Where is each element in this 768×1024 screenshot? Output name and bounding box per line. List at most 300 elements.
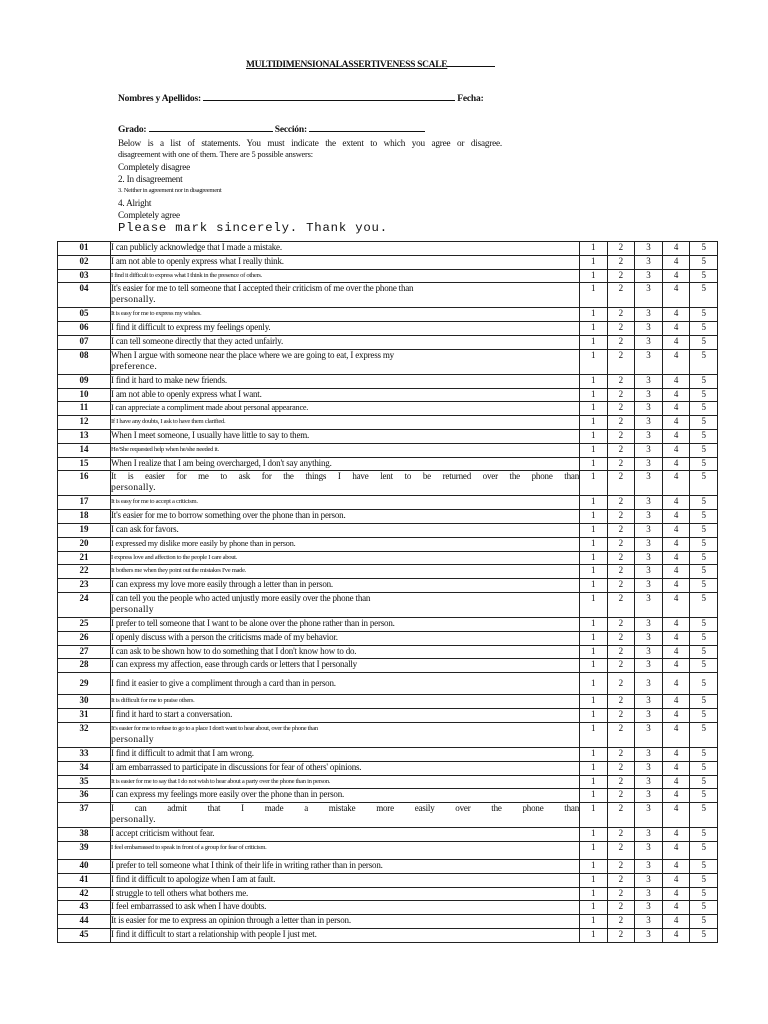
- rating-option-3[interactable]: 3: [635, 308, 663, 322]
- item-statement: [111, 537, 580, 551]
- rating-option-3[interactable]: 3: [635, 828, 663, 842]
- rating-option-1[interactable]: 1: [580, 496, 608, 510]
- rating-option-4[interactable]: 4: [662, 322, 690, 336]
- rating-option-5[interactable]: 5: [690, 255, 718, 269]
- item-number: 34: [58, 761, 111, 775]
- rating-option-4[interactable]: 4: [662, 283, 690, 308]
- instructions-line-2: disagreement with one of them. There are 5 possible answers:: [118, 150, 313, 159]
- rating-option-1[interactable]: 1: [580, 537, 608, 551]
- rating-option-1[interactable]: 1: [580, 915, 608, 929]
- rating-option-4[interactable]: 4: [662, 429, 690, 443]
- rating-option-2[interactable]: 2: [607, 761, 635, 775]
- rating-option-2[interactable]: 2: [607, 828, 635, 842]
- rating-option-1[interactable]: 1: [580, 841, 608, 859]
- rating-option-5[interactable]: 5: [690, 747, 718, 761]
- rating-option-5[interactable]: 5: [690, 388, 718, 402]
- section-field[interactable]: [309, 122, 425, 132]
- rating-option-2[interactable]: 2: [607, 915, 635, 929]
- statement-text: When I argue with someone near the place where we are going to eat, I express my: [111, 349, 394, 360]
- statement-text: I am embarrassed to participate in discussions for fear of others' opinions.: [111, 761, 362, 772]
- names-field[interactable]: [203, 91, 455, 101]
- rating-option-4[interactable]: 4: [662, 873, 690, 887]
- rating-option-3[interactable]: 3: [635, 579, 663, 593]
- rating-option-1[interactable]: 1: [580, 242, 608, 256]
- rating-option-2[interactable]: 2: [607, 747, 635, 761]
- rating-option-2[interactable]: 2: [607, 673, 635, 695]
- rating-option-2[interactable]: 2: [607, 887, 635, 901]
- rating-option-5[interactable]: 5: [690, 374, 718, 388]
- rating-option-4[interactable]: 4: [662, 631, 690, 645]
- rating-option-4[interactable]: 4: [662, 537, 690, 551]
- rating-option-5[interactable]: 5: [690, 841, 718, 859]
- rating-option-5[interactable]: 5: [690, 335, 718, 349]
- rating-option-4[interactable]: 4: [662, 308, 690, 322]
- rating-option-5[interactable]: 5: [690, 416, 718, 430]
- rating-option-2[interactable]: 2: [607, 523, 635, 537]
- rating-option-3[interactable]: 3: [635, 242, 663, 256]
- rating-option-3[interactable]: 3: [635, 269, 663, 283]
- rating-option-3[interactable]: 3: [635, 747, 663, 761]
- rating-option-3[interactable]: 3: [635, 789, 663, 803]
- rating-option-4[interactable]: 4: [662, 374, 690, 388]
- rating-option-3[interactable]: 3: [635, 523, 663, 537]
- table-row: [58, 322, 718, 336]
- rating-option-4[interactable]: 4: [662, 645, 690, 659]
- rating-option-3[interactable]: 3: [635, 873, 663, 887]
- statement-text: I can ask to be shown how to do something that I don't know how to do.: [111, 645, 357, 656]
- rating-option-3[interactable]: 3: [635, 322, 663, 336]
- table-row: [58, 551, 718, 565]
- rating-option-2[interactable]: 2: [607, 709, 635, 723]
- rating-option-2[interactable]: 2: [607, 592, 635, 617]
- rating-option-1[interactable]: 1: [580, 695, 608, 709]
- rating-option-4[interactable]: 4: [662, 841, 690, 859]
- table-row: [58, 416, 718, 430]
- rating-option-1[interactable]: 1: [580, 349, 608, 374]
- rating-option-1[interactable]: 1: [580, 388, 608, 402]
- items-table: [57, 241, 718, 943]
- rating-option-3[interactable]: 3: [635, 803, 663, 828]
- table-row: [58, 242, 718, 256]
- rating-option-3[interactable]: 3: [635, 255, 663, 269]
- statement-text: I can tell someone directly that they acted unfairly.: [111, 335, 283, 346]
- rating-option-1[interactable]: 1: [580, 510, 608, 524]
- rating-option-2[interactable]: 2: [607, 335, 635, 349]
- rating-option-4[interactable]: 4: [662, 471, 690, 496]
- rating-option-5[interactable]: 5: [690, 873, 718, 887]
- rating-option-5[interactable]: 5: [690, 617, 718, 631]
- rating-option-4[interactable]: 4: [662, 709, 690, 723]
- rating-option-5[interactable]: 5: [690, 901, 718, 915]
- rating-option-1[interactable]: 1: [580, 789, 608, 803]
- item-number: 43: [58, 901, 111, 915]
- rating-option-2[interactable]: 2: [607, 722, 635, 747]
- rating-option-5[interactable]: 5: [690, 551, 718, 565]
- rating-option-1[interactable]: 1: [580, 803, 608, 828]
- rating-option-4[interactable]: 4: [662, 828, 690, 842]
- grade-field[interactable]: [149, 122, 273, 132]
- rating-option-1[interactable]: 1: [580, 645, 608, 659]
- rating-option-3[interactable]: 3: [635, 761, 663, 775]
- statement-text: I prefer to tell someone what I think of their life in writing rather than in person.: [111, 859, 383, 870]
- rating-option-1[interactable]: 1: [580, 659, 608, 673]
- rating-option-2[interactable]: 2: [607, 510, 635, 524]
- section-label: Sección:: [274, 125, 307, 135]
- rating-option-5[interactable]: 5: [690, 695, 718, 709]
- rating-option-4[interactable]: 4: [662, 349, 690, 374]
- rating-option-5[interactable]: 5: [690, 402, 718, 416]
- item-statement: [111, 709, 580, 723]
- item-statement: [111, 471, 580, 496]
- statement-text: I struggle to tell others what bothers me.: [111, 887, 249, 898]
- rating-option-3[interactable]: 3: [635, 457, 663, 471]
- rating-option-1[interactable]: 1: [580, 565, 608, 579]
- rating-option-5[interactable]: 5: [690, 496, 718, 510]
- item-statement: [111, 255, 580, 269]
- rating-option-2[interactable]: 2: [607, 457, 635, 471]
- rating-option-1[interactable]: 1: [580, 416, 608, 430]
- statement-text: He/She requested help when he/she needed it.: [111, 445, 219, 453]
- rating-option-1[interactable]: 1: [580, 775, 608, 789]
- rating-option-1[interactable]: 1: [580, 631, 608, 645]
- rating-option-4[interactable]: 4: [662, 269, 690, 283]
- item-number: 40: [58, 859, 111, 873]
- item-number: 15: [58, 457, 111, 471]
- rating-option-4[interactable]: 4: [662, 775, 690, 789]
- rating-option-3[interactable]: 3: [635, 722, 663, 747]
- rating-option-5[interactable]: 5: [690, 579, 718, 593]
- item-statement: [111, 322, 580, 336]
- item-number: 16: [58, 471, 111, 496]
- rating-option-5[interactable]: 5: [690, 709, 718, 723]
- rating-option-3[interactable]: 3: [635, 471, 663, 496]
- rating-option-4[interactable]: 4: [662, 803, 690, 828]
- rating-option-5[interactable]: 5: [690, 673, 718, 695]
- rating-option-5[interactable]: 5: [690, 510, 718, 524]
- rating-option-5[interactable]: 5: [690, 429, 718, 443]
- rating-option-4[interactable]: 4: [662, 928, 690, 942]
- rating-option-4[interactable]: 4: [662, 510, 690, 524]
- rating-option-5[interactable]: 5: [690, 242, 718, 256]
- rating-option-3[interactable]: 3: [635, 349, 663, 374]
- rating-option-4[interactable]: 4: [662, 592, 690, 617]
- rating-option-5[interactable]: 5: [690, 457, 718, 471]
- rating-option-3[interactable]: 3: [635, 915, 663, 929]
- rating-option-5[interactable]: 5: [690, 349, 718, 374]
- answer-option: Completely agree: [118, 210, 180, 220]
- statement-continuation: personally.: [111, 294, 156, 306]
- rating-option-5[interactable]: 5: [690, 283, 718, 308]
- table-row: [58, 617, 718, 631]
- rating-option-1[interactable]: 1: [580, 901, 608, 915]
- rating-option-2[interactable]: 2: [607, 496, 635, 510]
- rating-option-3[interactable]: 3: [635, 901, 663, 915]
- rating-option-5[interactable]: 5: [690, 789, 718, 803]
- rating-option-1[interactable]: 1: [580, 579, 608, 593]
- rating-option-2[interactable]: 2: [607, 789, 635, 803]
- rating-option-2[interactable]: 2: [607, 803, 635, 828]
- rating-option-2[interactable]: 2: [607, 269, 635, 283]
- rating-option-5[interactable]: 5: [690, 471, 718, 496]
- rating-option-2[interactable]: 2: [607, 283, 635, 308]
- rating-option-1[interactable]: 1: [580, 873, 608, 887]
- table-row: [58, 496, 718, 510]
- rating-option-2[interactable]: 2: [607, 901, 635, 915]
- rating-option-3[interactable]: 3: [635, 283, 663, 308]
- rating-option-3[interactable]: 3: [635, 859, 663, 873]
- rating-option-3[interactable]: 3: [635, 709, 663, 723]
- rating-option-1[interactable]: 1: [580, 828, 608, 842]
- rating-option-5[interactable]: 5: [690, 828, 718, 842]
- rating-option-2[interactable]: 2: [607, 308, 635, 322]
- statement-text: It is easier for me to say that I do not wish to hear about a party over the phone than in person.: [111, 777, 331, 785]
- rating-option-1[interactable]: 1: [580, 402, 608, 416]
- rating-option-4[interactable]: 4: [662, 523, 690, 537]
- rating-option-2[interactable]: 2: [607, 617, 635, 631]
- rating-option-3[interactable]: 3: [635, 673, 663, 695]
- rating-option-3[interactable]: 3: [635, 416, 663, 430]
- rating-option-2[interactable]: 2: [607, 859, 635, 873]
- rating-option-5[interactable]: 5: [690, 659, 718, 673]
- rating-option-4[interactable]: 4: [662, 255, 690, 269]
- grade-label: Grado:: [118, 125, 147, 135]
- item-number: 41: [58, 873, 111, 887]
- rating-option-4[interactable]: 4: [662, 457, 690, 471]
- item-statement: [111, 761, 580, 775]
- item-statement: [111, 695, 580, 709]
- rating-option-3[interactable]: 3: [635, 841, 663, 859]
- rating-option-3[interactable]: 3: [635, 928, 663, 942]
- rating-option-2[interactable]: 2: [607, 443, 635, 457]
- item-statement: [111, 928, 580, 942]
- rating-option-5[interactable]: 5: [690, 592, 718, 617]
- rating-option-4[interactable]: 4: [662, 416, 690, 430]
- rating-option-2[interactable]: 2: [607, 873, 635, 887]
- rating-option-4[interactable]: 4: [662, 496, 690, 510]
- rating-option-5[interactable]: 5: [690, 915, 718, 929]
- rating-option-1[interactable]: 1: [580, 592, 608, 617]
- rating-option-1[interactable]: 1: [580, 747, 608, 761]
- table-row: [58, 928, 718, 942]
- rating-option-4[interactable]: 4: [662, 335, 690, 349]
- rating-option-5[interactable]: 5: [690, 722, 718, 747]
- item-number: 07: [58, 335, 111, 349]
- item-number: 19: [58, 523, 111, 537]
- item-statement: [111, 828, 580, 842]
- rating-option-1[interactable]: 1: [580, 255, 608, 269]
- item-number: 31: [58, 709, 111, 723]
- rating-option-3[interactable]: 3: [635, 335, 663, 349]
- names-label: Nombres y Apellidos:: [118, 94, 201, 104]
- rating-option-2[interactable]: 2: [607, 928, 635, 942]
- rating-option-2[interactable]: 2: [607, 374, 635, 388]
- rating-option-3[interactable]: 3: [635, 592, 663, 617]
- statement-text: I can express my love more easily through a letter than in person.: [111, 579, 333, 590]
- rating-option-1[interactable]: 1: [580, 859, 608, 873]
- rating-option-2[interactable]: 2: [607, 565, 635, 579]
- item-statement: [111, 242, 580, 256]
- rating-option-5[interactable]: 5: [690, 308, 718, 322]
- item-statement: [111, 859, 580, 873]
- rating-option-4[interactable]: 4: [662, 565, 690, 579]
- rating-option-5[interactable]: 5: [690, 775, 718, 789]
- rating-option-3[interactable]: 3: [635, 510, 663, 524]
- item-statement: [111, 901, 580, 915]
- rating-option-1[interactable]: 1: [580, 551, 608, 565]
- rating-option-5[interactable]: 5: [690, 645, 718, 659]
- table-row: [58, 471, 718, 496]
- rating-option-3[interactable]: 3: [635, 402, 663, 416]
- rating-option-5[interactable]: 5: [690, 887, 718, 901]
- rating-option-4[interactable]: 4: [662, 579, 690, 593]
- rating-option-1[interactable]: 1: [580, 928, 608, 942]
- rating-option-1[interactable]: 1: [580, 283, 608, 308]
- rating-option-3[interactable]: 3: [635, 887, 663, 901]
- rating-option-4[interactable]: 4: [662, 901, 690, 915]
- rating-option-2[interactable]: 2: [607, 402, 635, 416]
- rating-option-1[interactable]: 1: [580, 429, 608, 443]
- statement-text: I find it difficult to apologize when I am at fault.: [111, 873, 276, 884]
- statement-text: It is easy for me to express my wishes.: [111, 310, 202, 318]
- rating-option-1[interactable]: 1: [580, 887, 608, 901]
- rating-option-3[interactable]: 3: [635, 429, 663, 443]
- rating-option-3[interactable]: 3: [635, 388, 663, 402]
- rating-option-5[interactable]: 5: [690, 523, 718, 537]
- rating-option-2[interactable]: 2: [607, 388, 635, 402]
- rating-option-1[interactable]: 1: [580, 308, 608, 322]
- rating-option-5[interactable]: 5: [690, 537, 718, 551]
- item-statement: [111, 496, 580, 510]
- statement-text: I feel embarrassed to speak in front of a group for fear of criticism.: [111, 843, 267, 851]
- rating-option-2[interactable]: 2: [607, 775, 635, 789]
- rating-option-4[interactable]: 4: [662, 722, 690, 747]
- rating-option-2[interactable]: 2: [607, 841, 635, 859]
- statement-text: It is easier for me to express an opinion through a letter than in person.: [111, 915, 351, 926]
- item-number: 14: [58, 443, 111, 457]
- rating-option-4[interactable]: 4: [662, 551, 690, 565]
- answer-option: 3. Neither in agreement nor in disagreement: [118, 187, 222, 194]
- rating-option-3[interactable]: 3: [635, 617, 663, 631]
- rating-option-2[interactable]: 2: [607, 645, 635, 659]
- table-row: [58, 645, 718, 659]
- rating-option-4[interactable]: 4: [662, 761, 690, 775]
- rating-option-3[interactable]: 3: [635, 631, 663, 645]
- table-row: [58, 841, 718, 859]
- rating-option-2[interactable]: 2: [607, 695, 635, 709]
- rating-option-1[interactable]: 1: [580, 335, 608, 349]
- table-row: [58, 761, 718, 775]
- rating-option-5[interactable]: 5: [690, 761, 718, 775]
- rating-option-1[interactable]: 1: [580, 709, 608, 723]
- rating-option-1[interactable]: 1: [580, 322, 608, 336]
- statement-text: I expressed my dislike more easily by phone than in person.: [111, 538, 296, 548]
- rating-option-1[interactable]: 1: [580, 722, 608, 747]
- answer-option: Completely disagree: [118, 162, 190, 172]
- rating-option-3[interactable]: 3: [635, 659, 663, 673]
- rating-option-2[interactable]: 2: [607, 242, 635, 256]
- rating-option-4[interactable]: 4: [662, 789, 690, 803]
- rating-option-1[interactable]: 1: [580, 443, 608, 457]
- item-number: 33: [58, 747, 111, 761]
- item-number: 39: [58, 841, 111, 859]
- table-row: [58, 457, 718, 471]
- table-row: [58, 523, 718, 537]
- rating-option-2[interactable]: 2: [607, 659, 635, 673]
- rating-option-4[interactable]: 4: [662, 402, 690, 416]
- rating-option-3[interactable]: 3: [635, 551, 663, 565]
- rating-option-2[interactable]: 2: [607, 322, 635, 336]
- rating-option-2[interactable]: 2: [607, 631, 635, 645]
- statement-continuation: personally: [111, 603, 154, 615]
- rating-option-5[interactable]: 5: [690, 859, 718, 873]
- rating-option-5[interactable]: 5: [690, 803, 718, 828]
- rating-option-3[interactable]: 3: [635, 565, 663, 579]
- rating-option-1[interactable]: 1: [580, 673, 608, 695]
- rating-option-1[interactable]: 1: [580, 523, 608, 537]
- item-number: 13: [58, 429, 111, 443]
- item-statement: [111, 308, 580, 322]
- rating-option-5[interactable]: 5: [690, 631, 718, 645]
- rating-option-4[interactable]: 4: [662, 859, 690, 873]
- rating-option-5[interactable]: 5: [690, 928, 718, 942]
- rating-option-2[interactable]: 2: [607, 551, 635, 565]
- rating-option-5[interactable]: 5: [690, 269, 718, 283]
- rating-option-3[interactable]: 3: [635, 496, 663, 510]
- rating-option-1[interactable]: 1: [580, 617, 608, 631]
- rating-option-3[interactable]: 3: [635, 645, 663, 659]
- rating-option-3[interactable]: 3: [635, 374, 663, 388]
- rating-option-2[interactable]: 2: [607, 349, 635, 374]
- rating-option-4[interactable]: 4: [662, 695, 690, 709]
- rating-option-1[interactable]: 1: [580, 471, 608, 496]
- rating-option-4[interactable]: 4: [662, 242, 690, 256]
- rating-option-3[interactable]: 3: [635, 537, 663, 551]
- rating-option-4[interactable]: 4: [662, 673, 690, 695]
- table-row: [58, 901, 718, 915]
- item-statement: [111, 873, 580, 887]
- rating-option-3[interactable]: 3: [635, 695, 663, 709]
- rating-option-2[interactable]: 2: [607, 429, 635, 443]
- rating-option-5[interactable]: 5: [690, 322, 718, 336]
- rating-option-1[interactable]: 1: [580, 761, 608, 775]
- rating-option-4[interactable]: 4: [662, 388, 690, 402]
- rating-option-4[interactable]: 4: [662, 617, 690, 631]
- rating-option-1[interactable]: 1: [580, 374, 608, 388]
- rating-option-3[interactable]: 3: [635, 443, 663, 457]
- rating-option-4[interactable]: 4: [662, 747, 690, 761]
- rating-option-4[interactable]: 4: [662, 659, 690, 673]
- rating-option-4[interactable]: 4: [662, 915, 690, 929]
- item-statement: [111, 523, 580, 537]
- statement-text: It's easier for me to tell someone that I accepted their criticism of me over the phone than: [111, 283, 414, 294]
- rating-option-4[interactable]: 4: [662, 443, 690, 457]
- rating-option-1[interactable]: 1: [580, 457, 608, 471]
- rating-option-5[interactable]: 5: [690, 565, 718, 579]
- rating-option-5[interactable]: 5: [690, 443, 718, 457]
- rating-option-2[interactable]: 2: [607, 416, 635, 430]
- rating-option-2[interactable]: 2: [607, 255, 635, 269]
- instructions: [118, 137, 502, 235]
- table-row: [58, 873, 718, 887]
- rating-option-2[interactable]: 2: [607, 537, 635, 551]
- rating-option-4[interactable]: 4: [662, 887, 690, 901]
- rating-option-2[interactable]: 2: [607, 471, 635, 496]
- rating-option-3[interactable]: 3: [635, 775, 663, 789]
- item-statement: [111, 841, 580, 859]
- table-row: [58, 335, 718, 349]
- rating-option-1[interactable]: 1: [580, 269, 608, 283]
- rating-option-2[interactable]: 2: [607, 579, 635, 593]
